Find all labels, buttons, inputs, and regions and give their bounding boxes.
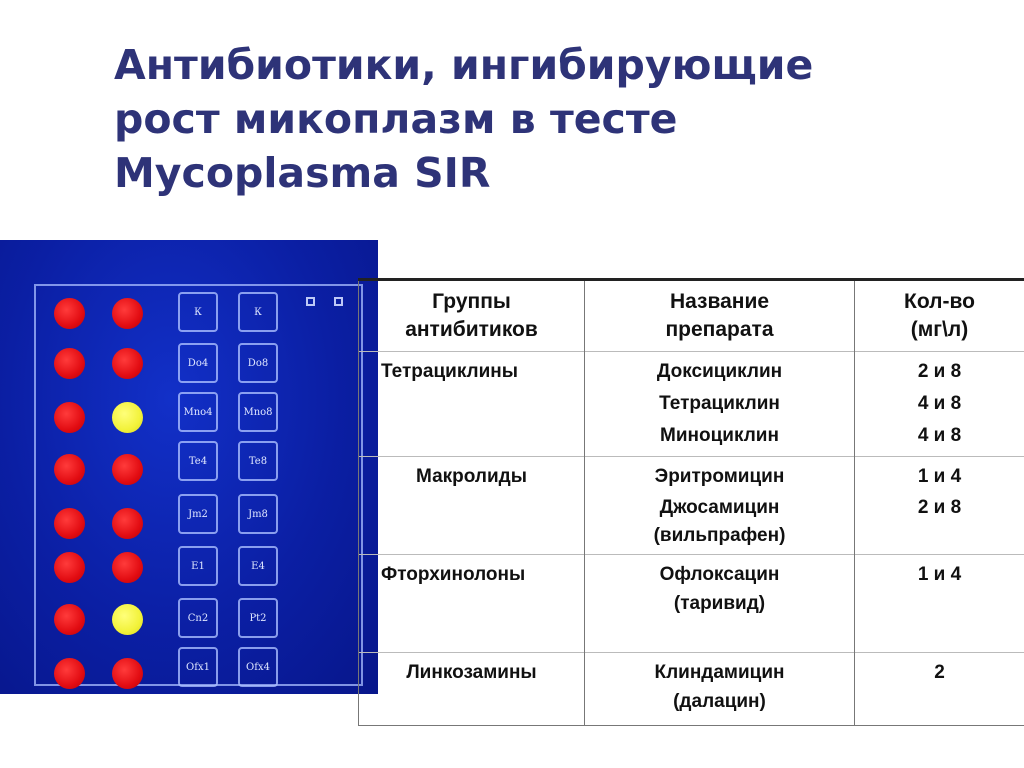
plate-cell-label: E4	[238, 546, 278, 586]
test-well	[54, 348, 85, 379]
table-row	[359, 352, 1024, 457]
test-well	[112, 298, 143, 329]
drug-name: Доксициклин	[656, 361, 783, 382]
header-group-line1: Группы	[432, 290, 511, 313]
header-group	[359, 280, 585, 352]
header-name-line1: Название	[669, 290, 770, 313]
plate-cell-label: Ofx1	[178, 647, 218, 687]
test-well	[112, 604, 143, 635]
table-row	[359, 457, 1024, 555]
header-name-line2: препарата	[665, 318, 774, 341]
indicator-square	[334, 297, 343, 306]
mycoplasma-test-plate	[0, 240, 378, 694]
drug-amount: 1 и 4	[917, 564, 962, 585]
test-well	[54, 508, 85, 539]
drug-name: Эритромицин	[654, 466, 785, 487]
test-well	[112, 658, 143, 689]
test-well	[54, 552, 85, 583]
test-well	[54, 454, 85, 485]
plate-cell-label: Te4	[178, 441, 218, 481]
drug-cell	[585, 352, 855, 457]
plate-cell-label: Do8	[238, 343, 278, 383]
drug-name: (далацин)	[673, 691, 766, 712]
group-cell: Макролиды	[359, 457, 585, 555]
drug-cell	[585, 653, 855, 726]
drug-amount: 4 и 8	[917, 393, 962, 414]
header-drug-name	[585, 280, 855, 352]
drug-amount: 2 и 8	[917, 497, 962, 518]
drug-cell	[585, 457, 855, 555]
antibiotics-table	[358, 278, 1024, 726]
plate-cell-label: Te8	[238, 441, 278, 481]
test-well	[54, 402, 85, 433]
group-cell: Линкозамины	[359, 653, 585, 726]
group-cell: Фторхинолоны	[359, 555, 585, 653]
group-cell: Тетрациклины	[359, 352, 585, 457]
amount-cell	[855, 457, 1024, 555]
amount-cell	[855, 352, 1024, 457]
header-quantity	[855, 280, 1024, 352]
drug-name: Джосамицин	[659, 497, 780, 518]
test-well	[54, 658, 85, 689]
drug-amount: 1 и 4	[917, 466, 962, 487]
plate-cell-label: Mno8	[238, 392, 278, 432]
plate-cell-label: Jm8	[238, 494, 278, 534]
header-qty-line2: (мг\л)	[910, 318, 969, 341]
plate-cell-label: Do4	[178, 343, 218, 383]
plate-cell-label: К	[238, 292, 278, 332]
slide-title	[114, 38, 974, 200]
test-well	[112, 552, 143, 583]
plate-cell-label: К	[178, 292, 218, 332]
drug-amount: 4 и 8	[917, 425, 962, 446]
test-well	[112, 454, 143, 485]
test-well	[112, 402, 143, 433]
test-well	[54, 298, 85, 329]
table-row	[359, 555, 1024, 653]
plate-cell-label: Pt2	[238, 598, 278, 638]
drug-amount: 2 и 8	[917, 361, 962, 382]
plate-cell-label: Mno4	[178, 392, 218, 432]
drug-name: Тетрациклин	[659, 393, 780, 414]
title-line-3: Mycoplasma SIR	[114, 149, 491, 197]
header-qty-line1: Кол-во	[904, 290, 975, 313]
plate-cell-label: Ofx4	[238, 647, 278, 687]
table-header-row	[359, 280, 1024, 352]
drug-amount: 2	[934, 662, 945, 683]
plate-cell-label: Jm2	[178, 494, 218, 534]
drug-cell	[585, 555, 855, 653]
drug-name: Клиндамицин	[654, 662, 785, 683]
drug-name: (вильпрафен)	[653, 525, 786, 546]
amount-cell	[855, 555, 1024, 653]
title-line-2: рост микоплазм в тесте	[114, 95, 678, 143]
indicator-square	[306, 297, 315, 306]
table-row	[359, 653, 1024, 726]
drug-name: (таривид)	[673, 593, 766, 614]
plate-cell-label: E1	[178, 546, 218, 586]
test-well	[112, 508, 143, 539]
drug-name: Офлоксацин	[659, 564, 780, 585]
title-line-1: Антибиотики, ингибирующие	[114, 41, 814, 89]
drug-name: Миноциклин	[660, 425, 779, 446]
plate-cell-label: Cn2	[178, 598, 218, 638]
test-well	[54, 604, 85, 635]
header-group-line2: антибитиков	[405, 318, 538, 341]
test-well	[112, 348, 143, 379]
amount-cell	[855, 653, 1024, 726]
